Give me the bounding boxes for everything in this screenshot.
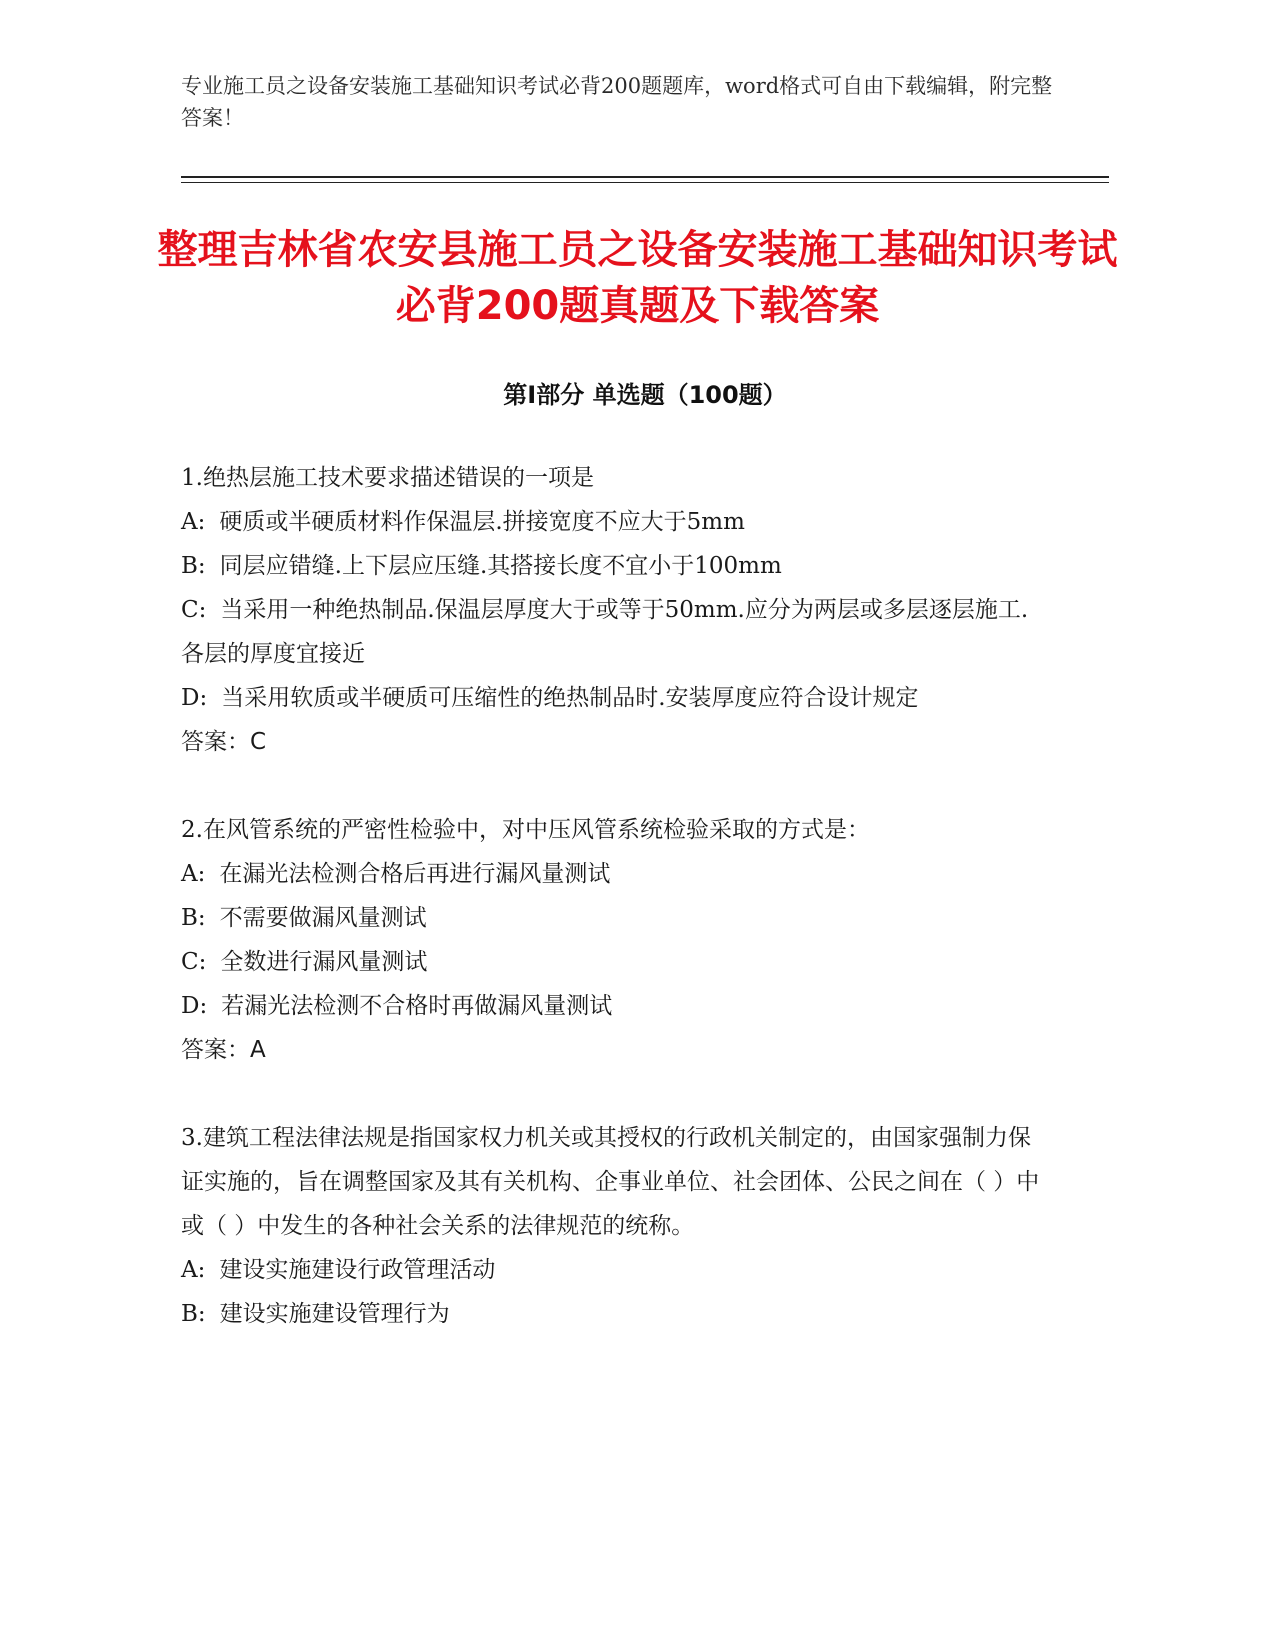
option-d xyxy=(181,676,1051,720)
option-b xyxy=(181,1292,1051,1336)
option-a xyxy=(181,852,1051,896)
question-stem: 3.建筑工程法律法规是指国家权力机关或其授权的行政机关制定的，由国家强制力保证实施的，旨在调整国家及其有关机构、企事业单位、社会团体、公民之间在（ ）中或（ ）中发生的各种社会关系的法律规范的统称。 xyxy=(181,1125,1040,1239)
option-text: 建设实施建设行政管理活动 xyxy=(219,1257,496,1283)
answer-prefix: 答案： xyxy=(181,729,250,755)
option-text: 在漏光法检测合格后再进行漏风量测试 xyxy=(219,861,611,887)
option-label: C: xyxy=(181,597,207,623)
answer-line xyxy=(181,720,1051,764)
option-label: A: xyxy=(181,1257,206,1283)
question-list xyxy=(181,456,1051,1380)
option-text: 硬质或半硬质材料作保温层.拼接宽度不应大于5mm xyxy=(219,509,745,535)
question-stem: 2.在风管系统的严密性检验中，对中压风管系统检验采取的方式是： xyxy=(181,817,870,843)
option-text: 当采用软质或半硬质可压缩性的绝热制品时.安装厚度应符合设计规定 xyxy=(221,685,919,711)
answer-line xyxy=(181,1028,1051,1072)
option-label: C: xyxy=(181,949,207,975)
option-text: 同层应错缝.上下层应压缝.其搭接长度不宜小于100mm xyxy=(219,553,782,579)
header-rule-thin xyxy=(181,182,1109,183)
option-a xyxy=(181,1248,1051,1292)
question-stem: 1.绝热层施工技术要求描述错误的一项是 xyxy=(181,465,594,491)
header-note: 专业施工员之设备安装施工基础知识考试必背200题题库，word格式可自由下载编辑，附完整答案！ xyxy=(181,74,1053,130)
answer-value: C xyxy=(250,729,267,755)
document-title: 整理吉林省农安县施工员之设备安装施工基础知识考试必背200题真题及下载答案 xyxy=(157,227,1118,329)
option-label: A: xyxy=(181,509,206,535)
option-text: 当采用一种绝热制品.保温层厚度大于或等于50mm.应分为两层或多层逐层施工.各层的厚度宜接近 xyxy=(181,597,1029,667)
answer-prefix: 答案： xyxy=(181,1037,250,1063)
option-label: B: xyxy=(181,1301,206,1327)
option-d xyxy=(181,984,1051,1028)
question-3 xyxy=(181,1116,1051,1336)
option-text: 不需要做漏风量测试 xyxy=(219,905,427,931)
section-heading: 第Ⅰ部分 单选题（100题） xyxy=(503,381,787,409)
question-2 xyxy=(181,808,1051,1072)
option-text: 全数进行漏风量测试 xyxy=(220,949,428,975)
option-a xyxy=(181,500,1051,544)
option-c xyxy=(181,940,1051,984)
option-label: B: xyxy=(181,905,206,931)
option-b xyxy=(181,544,1051,588)
header-rule-thick xyxy=(181,176,1109,178)
question-1 xyxy=(181,456,1051,764)
option-c xyxy=(181,588,1051,676)
option-label: B: xyxy=(181,553,206,579)
option-text: 建设实施建设管理行为 xyxy=(219,1301,450,1327)
option-label: A: xyxy=(181,861,206,887)
option-text: 若漏光法检测不合格时再做漏风量测试 xyxy=(221,993,613,1019)
option-label: D: xyxy=(181,993,208,1019)
option-label: D: xyxy=(181,685,208,711)
answer-value: A xyxy=(250,1037,266,1063)
option-b xyxy=(181,896,1051,940)
